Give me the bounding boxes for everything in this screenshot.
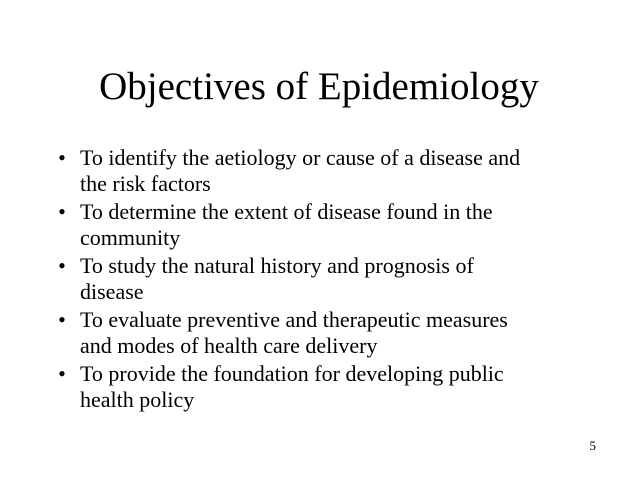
bullet-text-line: disease xyxy=(80,279,144,304)
bullet-item-4 xyxy=(52,307,612,359)
bullet-text-line: the risk factors xyxy=(80,171,211,196)
bullet-dot-icon: • xyxy=(58,361,66,386)
bullet-text-line: To evaluate preventive and therapeutic measures xyxy=(80,307,508,332)
bullet-list xyxy=(52,145,612,415)
bullet-item-5 xyxy=(52,361,612,413)
bullet-dot-icon: • xyxy=(58,145,66,170)
page-number: 5 xyxy=(589,438,596,453)
bullet-item-1 xyxy=(52,145,612,197)
bullet-text-line: To provide the foundation for developing public xyxy=(80,361,504,386)
bullet-text-line: To study the natural history and prognosis of xyxy=(80,253,474,278)
bullet-dot-icon: • xyxy=(58,253,66,278)
bullet-dot-icon: • xyxy=(58,307,66,332)
bullet-text-line: To identify the aetiology or cause of a disease and xyxy=(80,145,521,170)
bullet-text-line: To determine the extent of disease found in the xyxy=(80,199,493,224)
bullet-text-line: health policy xyxy=(80,387,195,412)
bullet-dot-icon: • xyxy=(58,199,66,224)
bullet-text-line: and modes of health care delivery xyxy=(80,333,378,358)
bullet-item-3 xyxy=(52,253,612,305)
bullet-text-line: community xyxy=(80,225,181,250)
slide-title: Objectives of Epidemiology xyxy=(99,65,539,108)
bullet-item-2 xyxy=(52,199,612,251)
